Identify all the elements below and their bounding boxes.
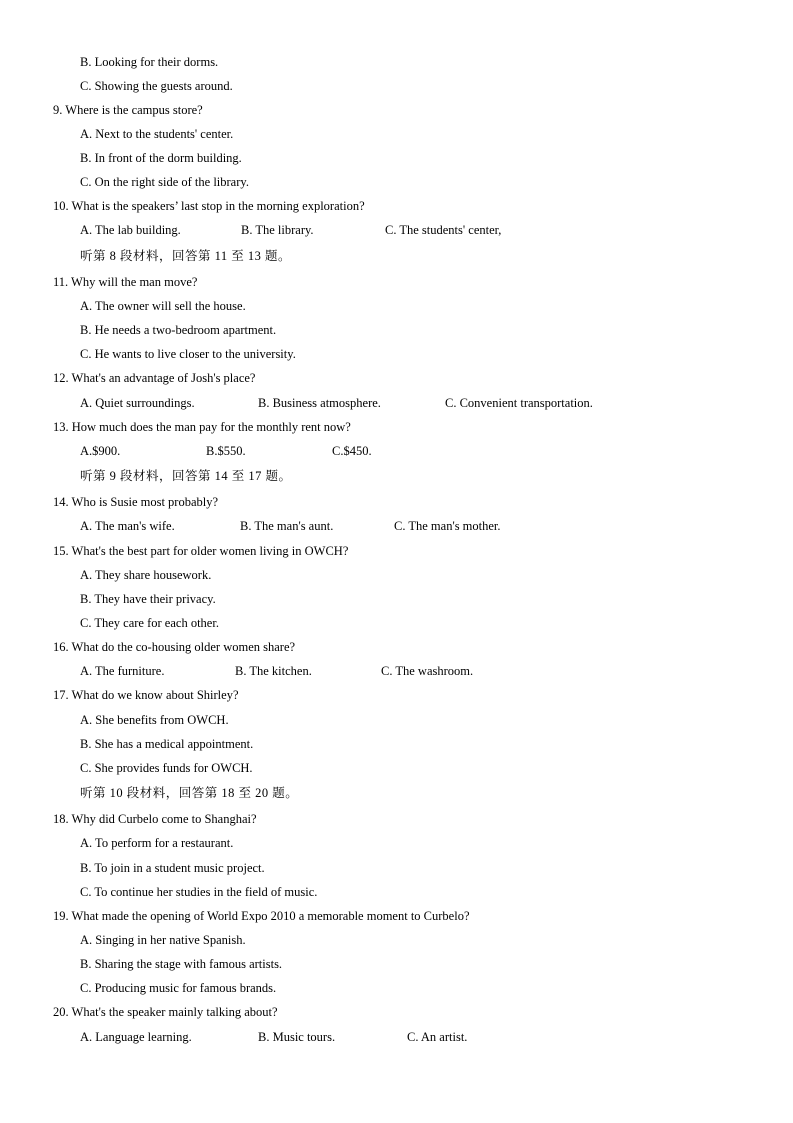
option-b-q19: B. Sharing the stage with famous artists. [80,957,283,971]
option-a-q20: A. Language learning. [80,1030,192,1044]
section-header-9: 听第 9 段材料，回答第 14 至 17 题。 [80,469,292,483]
option-c-q10: C. The students' center, [385,223,502,237]
option-c-q18: C. To continue her studies in the field of music. [80,885,318,899]
question-9: 9. Where is the campus store? [53,103,203,117]
option-b-q17: B. She has a medical appointment. [80,737,254,751]
option-c-q12: C. Convenient transportation. [445,396,593,410]
question-14: 14. Who is Susie most probably? [53,495,219,509]
option-c-q16: C. The washroom. [381,664,474,678]
option-c-q8: C. Showing the guests around. [80,79,233,93]
options-q16 [80,663,720,679]
question-13: 13. How much does the man pay for the monthly rent now? [53,420,351,434]
option-b-q10: B. The library. [241,223,314,237]
option-b-q9: B. In front of the dorm building. [80,151,242,165]
option-a-q11: A. The owner will sell the house. [80,299,246,313]
option-b-q8: B. Looking for their dorms. [80,55,219,69]
option-c-q9: C. On the right side of the library. [80,175,249,189]
question-11: 11. Why will the man move? [53,275,198,289]
option-b-q15: B. They have their privacy. [80,592,216,606]
option-c-q20: C. An artist. [407,1030,468,1044]
question-20: 20. What's the speaker mainly talking about? [53,1005,278,1019]
option-b-q16: B. The kitchen. [235,664,312,678]
options-q20 [80,1029,720,1045]
question-19: 19. What made the opening of World Expo 2010 a memorable moment to Curbelo? [53,909,470,923]
options-q13 [80,443,720,459]
question-16: 16. What do the co-housing older women share? [53,640,296,654]
option-b-q18: B. To join in a student music project. [80,861,265,875]
option-c-q15: C. They care for each other. [80,616,219,630]
option-c-q19: C. Producing music for famous brands. [80,981,277,995]
question-10: 10. What is the speakers’ last stop in the morning exploration? [53,199,365,213]
option-a-q13: A.$900. [80,444,121,458]
option-a-q19: A. Singing in her native Spanish. [80,933,246,947]
option-a-q14: A. The man's wife. [80,519,175,533]
option-a-q16: A. The furniture. [80,664,165,678]
option-a-q15: A. They share housework. [80,568,212,582]
option-b-q13: B.$550. [206,444,246,458]
options-q12 [80,395,720,411]
option-c-q14: C. The man's mother. [394,519,501,533]
option-a-q12: A. Quiet surroundings. [80,396,195,410]
option-b-q11: B. He needs a two-bedroom apartment. [80,323,277,337]
question-12: 12. What's an advantage of Josh's place? [53,371,256,385]
option-c-q13: C.$450. [332,444,372,458]
section-header-10: 听第 10 段材料，回答第 18 至 20 题。 [80,786,299,800]
option-c-q11: C. He wants to live closer to the university. [80,347,296,361]
section-header-8: 听第 8 段材料，回答第 11 至 13 题。 [80,249,292,263]
option-c-q17: C. She provides funds for OWCH. [80,761,253,775]
question-17: 17. What do we know about Shirley? [53,688,239,702]
option-b-q14: B. The man's aunt. [240,519,334,533]
option-a-q9: A. Next to the students' center. [80,127,234,141]
question-15: 15. What's the best part for older women living in OWCH? [53,544,349,558]
option-b-q12: B. Business atmosphere. [258,396,381,410]
options-q10 [80,222,720,238]
option-b-q20: B. Music tours. [258,1030,336,1044]
option-a-q18: A. To perform for a restaurant. [80,836,234,850]
option-a-q17: A. She benefits from OWCH. [80,713,229,727]
option-a-q10: A. The lab building. [80,223,181,237]
question-18: 18. Why did Curbelo come to Shanghai? [53,812,257,826]
options-q14 [80,518,720,534]
